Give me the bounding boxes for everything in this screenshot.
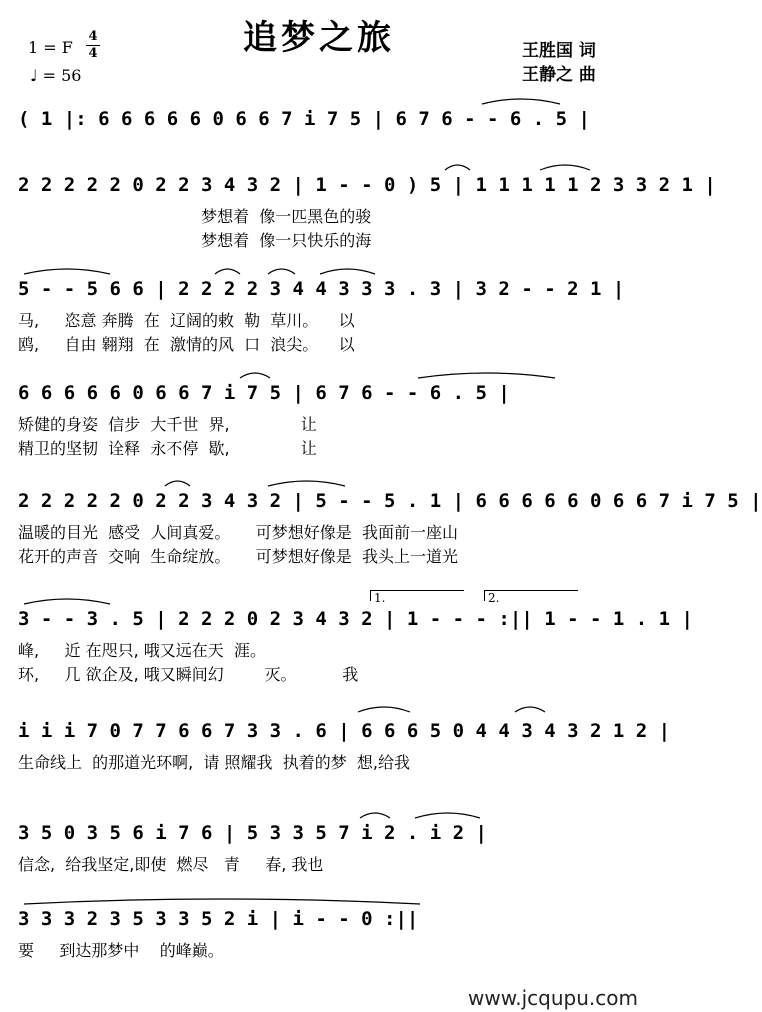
notation-row: 3 3 3 2 3 5 3 3 5 2 i | i - - 0 :|| [18,908,419,930]
tempo-marking: ♩ = 56 [30,66,82,85]
slur-arc [240,373,270,378]
lyric-line: 梦想着 像一只快乐的海 [18,231,372,250]
slur-arc [215,269,240,274]
notation-row: ( 1 |: 6 6 6 6 6 0 6 6 7 i 7 5 | 6 7 6 - - 6 . 5 | [18,108,590,130]
lyric-line: 温暖的目光 感受 人间真爱。 可梦想好像是 我面前一座山 [18,523,458,542]
slur-arc [418,373,555,378]
volta-second-ending: 2. [484,590,578,601]
watermark: www.jcqupu.com [468,986,638,1010]
notation-row: i i i 7 0 7 7 6 6 7 3 3 . 6 | 6 6 6 5 0 4 4 3 4 3 2 1 2 | [18,720,671,742]
notation-row: 6 6 6 6 6 0 6 6 7 i 7 5 | 6 7 6 - - 6 . 5 | [18,382,510,404]
lyric-line: 花开的声音 交响 生命绽放。 可梦想好像是 我头上一道光 [18,547,458,566]
slur-arc [360,813,390,818]
lyric-line: 矫健的身姿 信步 大千世 界, 让 [18,415,317,434]
time-signature [86,30,100,61]
notation-row: 3 5 0 3 5 6 i 7 6 | 5 3 3 5 7 i 2 . i 2 | [18,822,487,844]
notation-row: 2 2 2 2 2 0 2 2 3 4 3 2 | 5 - - 5 . 1 | 6 6 6 6 6 0 6 6 7 i 7 5 | [18,490,762,512]
notation-row: 5 - - 5 6 6 | 2 2 2 2 3 4 4 3 3 3 . 3 | 3 2 - - 2 1 | [18,278,625,300]
slur-arc [268,481,345,486]
lyric-line: 精卫的坚韧 诠释 永不停 歇, 让 [18,439,317,458]
lyric-line: 峰, 近 在咫只, 哦又远在天 涯。 [18,641,266,660]
lyric-line: 环, 几 欲企及, 哦又瞬间幻 灭。 我 [18,665,359,684]
notation-row: 2 2 2 2 2 0 2 2 3 4 3 2 | 1 - - 0 ) 5 | 1 1 1 1 1 2 3 3 2 1 | [18,174,716,196]
slur-arc [482,99,560,104]
lyric-line: 鸥, 自由 翱翔 在 激情的风 口 浪尖。 以 [18,335,355,354]
slur-arc [415,813,480,818]
lyric-line: 要 到达那梦中 的峰巅。 [18,941,224,960]
lyric-line: 马, 恣意 奔腾 在 辽阔的敕 勒 草川。 以 [18,311,355,330]
meter-bottom: 4 [88,46,98,61]
slur-arc [358,707,410,712]
slur-arc [540,165,590,170]
composer-credit: 王静之 曲 [522,65,596,85]
lyric-line: 信念, 给我坚定,即使 燃尽 青 春, 我也 [18,855,324,874]
slur-arc [268,269,295,274]
key-signature: 1 = F [28,38,73,57]
lyric-line: 梦想着 像一匹黑色的骏 [18,207,372,226]
slur-arc [515,707,545,712]
slur-arc [24,899,420,904]
slur-arc [445,165,470,170]
slur-arc [320,269,375,274]
slur-arc [165,481,190,486]
notation-row: 3 - - 3 . 5 | 2 2 2 0 2 3 4 3 2 | 1 - - - :|| 1 - - 1 . 1 | [18,608,693,630]
page-title: 追梦之旅 [243,18,395,58]
slur-arc [24,269,110,274]
meter-top: 4 [88,29,98,44]
lyric-line: 生命线上 的那道光环啊, 请 照耀我 执着的梦 想,给我 [18,753,410,772]
lyricist-credit: 王胜国 词 [522,41,596,61]
slur-arc [24,599,110,604]
volta-first-ending: 1. [370,590,464,601]
